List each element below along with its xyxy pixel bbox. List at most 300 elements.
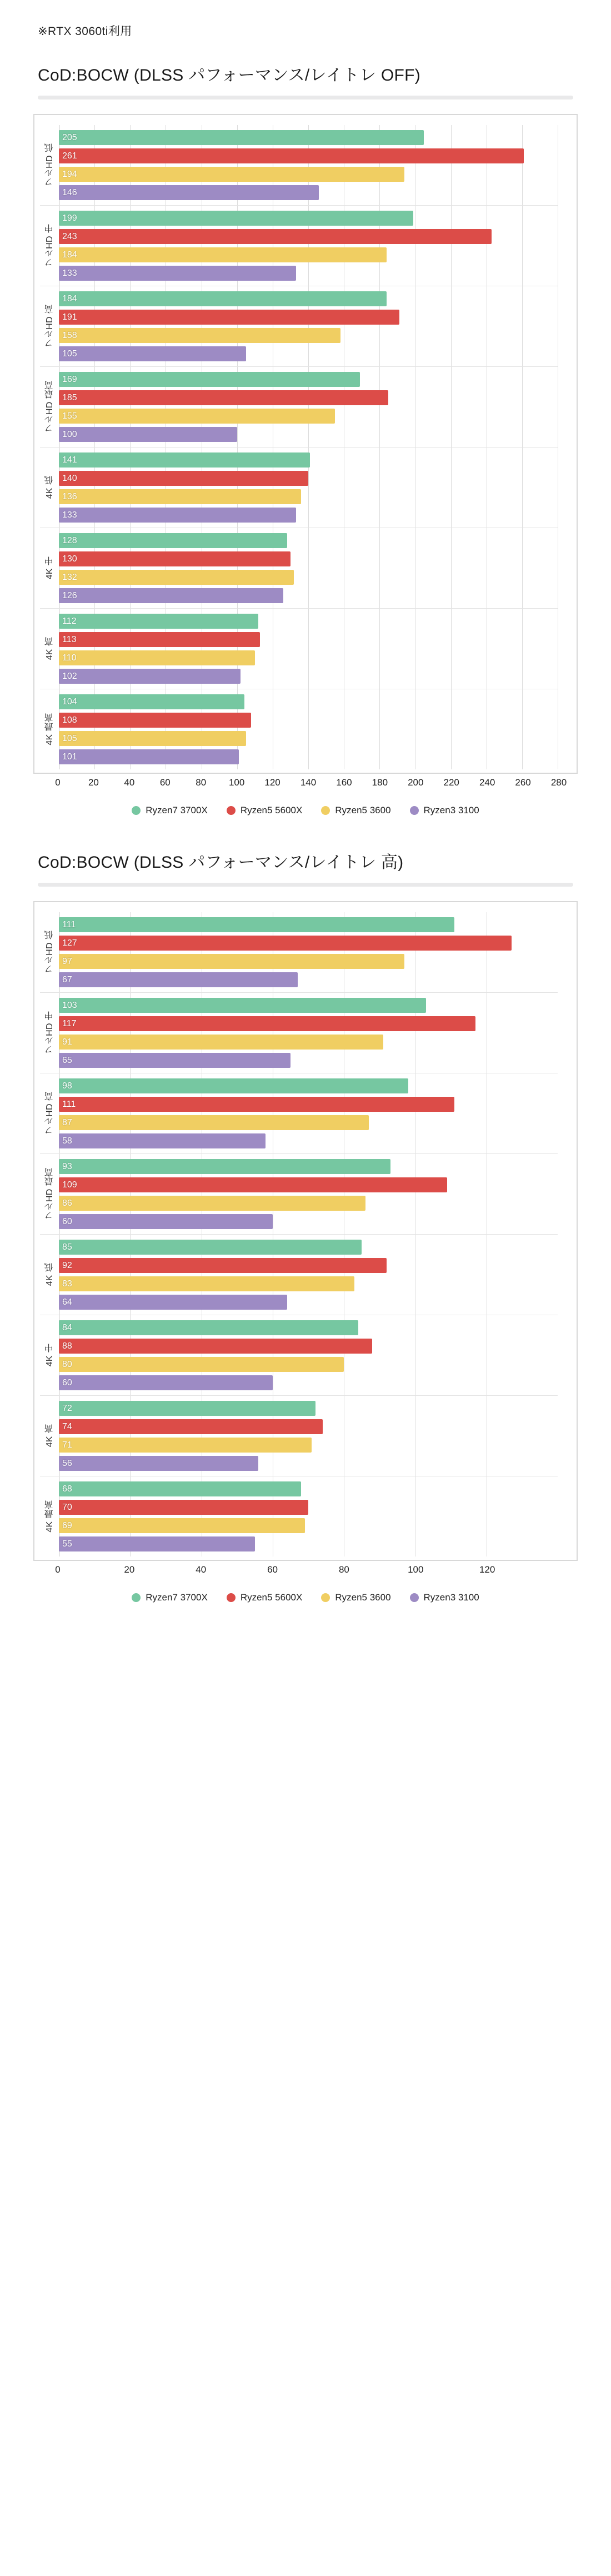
bar-value-label: 112 [62, 616, 77, 626]
bar-row [59, 1177, 558, 1192]
bar [59, 936, 512, 951]
bar-row [59, 1016, 558, 1031]
bar-value-label: 140 [62, 474, 77, 483]
bar [59, 570, 294, 585]
bar-value-label: 109 [62, 1180, 77, 1190]
bar [59, 167, 404, 182]
bar-group [59, 917, 558, 987]
bar-row [59, 998, 558, 1013]
chart-group [40, 1315, 558, 1395]
bar-row [59, 588, 558, 603]
bar-row [59, 211, 558, 226]
bar-value-label: 133 [62, 268, 77, 278]
plot-frame-2 [33, 901, 578, 1561]
bar-row [59, 731, 558, 746]
bar-group [59, 452, 558, 523]
bar-value-label: 194 [62, 170, 77, 179]
bar-value-label: 111 [62, 920, 76, 929]
bar-value-label: 74 [62, 1422, 72, 1431]
category-label: フルHD 中 [44, 224, 54, 267]
bar-value-label: 113 [62, 635, 77, 644]
legend-item[interactable] [321, 805, 390, 816]
legend-item[interactable] [132, 805, 208, 816]
bar [59, 1295, 287, 1310]
chart-title-2: CoD:BOCW (DLSS パフォーマンス/レイトレ 高) [38, 853, 404, 872]
bar-value-label: 69 [62, 1521, 72, 1530]
bar-value-label: 141 [62, 455, 77, 465]
bar-row [59, 1214, 558, 1229]
legend-label: Ryzen5 5600X [240, 805, 303, 815]
bar-group [59, 291, 558, 361]
bar-row [59, 614, 558, 629]
bar-row [59, 1481, 558, 1496]
x-tick-label: 260 [515, 777, 531, 788]
bar-value-label: 80 [62, 1360, 72, 1369]
bar-row [59, 954, 558, 969]
bar-value-label: 128 [62, 536, 77, 545]
bar-value-label: 243 [62, 232, 77, 241]
category-label: フルHD 最高 [44, 1168, 54, 1220]
bar-row [59, 471, 558, 486]
bar [59, 1078, 408, 1093]
x-tick-label: 80 [338, 1564, 349, 1575]
chart-title-1: CoD:BOCW (DLSS パフォーマンス/レイトレ OFF) [38, 66, 421, 84]
x-axis-1 [52, 776, 578, 793]
bar [59, 185, 319, 200]
chart-group [40, 1073, 558, 1153]
title-divider-2 [38, 883, 573, 887]
bar [59, 427, 237, 442]
bar-value-label: 191 [62, 312, 77, 322]
legend-item[interactable] [410, 805, 479, 816]
bar-row [59, 310, 558, 325]
bar [59, 731, 246, 746]
bar [59, 1258, 387, 1273]
bar-row [59, 185, 558, 200]
bar-value-label: 111 [62, 1100, 76, 1109]
bar-row [59, 409, 558, 424]
bar [59, 1320, 358, 1335]
x-tick-label: 20 [124, 1564, 135, 1575]
bar-value-label: 91 [62, 1037, 72, 1047]
bar [59, 1097, 454, 1112]
bar-value-label: 92 [62, 1261, 72, 1270]
bar-value-label: 158 [62, 331, 77, 340]
bar-value-label: 58 [62, 1136, 72, 1146]
chart-group [40, 689, 558, 769]
bar [59, 310, 399, 325]
legend-swatch-icon [227, 1593, 236, 1602]
bar-group [59, 533, 558, 603]
chart-group [40, 1476, 558, 1556]
legend-label: Ryzen5 3600 [335, 805, 391, 815]
bar [59, 390, 388, 405]
legend-item[interactable] [321, 1592, 390, 1603]
bar-row [59, 266, 558, 281]
bar [59, 211, 413, 226]
bar-value-label: 184 [62, 250, 77, 260]
bar-group [59, 1401, 558, 1471]
legend-2 [33, 1592, 578, 1603]
chart-group [40, 912, 558, 992]
bar-group [59, 130, 558, 200]
bar [59, 533, 287, 548]
bar-group [59, 211, 558, 281]
bar-group [59, 998, 558, 1068]
bar [59, 650, 255, 665]
bar [59, 1016, 475, 1031]
bar [59, 266, 296, 281]
chart-group [40, 608, 558, 689]
bar-value-label: 86 [62, 1199, 72, 1208]
bar-value-label: 93 [62, 1162, 72, 1171]
bar-value-label: 117 [62, 1019, 77, 1028]
bar-value-label: 72 [62, 1404, 72, 1413]
chart-group [40, 528, 558, 608]
chart-block-1 [33, 61, 578, 816]
category-label: フルHD 高 [44, 1092, 54, 1135]
bar [59, 917, 454, 932]
x-axis-2 [52, 1563, 578, 1580]
legend-item[interactable] [410, 1592, 479, 1603]
x-tick-label: 40 [196, 1564, 207, 1575]
bar [59, 1240, 362, 1255]
x-tick-label: 80 [196, 777, 207, 788]
legend-label: Ryzen7 3700X [146, 1592, 208, 1603]
bar-value-label: 133 [62, 510, 77, 520]
legend-item[interactable] [132, 1592, 208, 1603]
legend-item[interactable] [227, 1592, 303, 1603]
legend-item[interactable] [227, 805, 303, 816]
x-tick-label: 160 [336, 777, 352, 788]
legend-swatch-icon [321, 1593, 330, 1602]
bar-row [59, 570, 558, 585]
bar-value-label: 136 [62, 492, 77, 501]
bar-value-label: 71 [62, 1440, 72, 1450]
legend-swatch-icon [410, 806, 419, 815]
bar-row [59, 247, 558, 262]
bar [59, 588, 283, 603]
bar-row [59, 1078, 558, 1093]
bar-value-label: 68 [62, 1484, 72, 1494]
bar-row [59, 650, 558, 665]
bar-value-label: 100 [62, 430, 77, 439]
bar-row [59, 713, 558, 728]
bar-value-label: 84 [62, 1323, 72, 1332]
bar [59, 247, 387, 262]
bar [59, 694, 244, 709]
bar-value-label: 205 [62, 133, 77, 142]
bar-value-label: 65 [62, 1056, 72, 1065]
bar [59, 1177, 447, 1192]
bar [59, 130, 424, 145]
chart-group [40, 366, 558, 447]
bar-group [59, 372, 558, 442]
bar-row [59, 1159, 558, 1174]
chart-group [40, 125, 558, 205]
bar-row [59, 1500, 558, 1515]
bar-value-label: 169 [62, 375, 77, 384]
bar-value-label: 261 [62, 151, 77, 161]
bar-row [59, 1357, 558, 1372]
x-tick-label: 200 [408, 777, 424, 788]
x-tick-label: 100 [408, 1564, 424, 1575]
bar-row [59, 669, 558, 684]
bar-value-label: 97 [62, 957, 72, 966]
bar-row [59, 917, 558, 932]
bar [59, 614, 258, 629]
bar [59, 1419, 323, 1434]
chart-group [40, 1153, 558, 1234]
bar [59, 1375, 273, 1390]
bar-row [59, 427, 558, 442]
bar-row [59, 1115, 558, 1130]
bar-row [59, 148, 558, 163]
bar-value-label: 126 [62, 591, 77, 600]
bar [59, 229, 492, 244]
category-label: 4K 中 [44, 1344, 54, 1367]
bar-row [59, 508, 558, 523]
legend-swatch-icon [410, 1593, 419, 1602]
bar-value-label: 85 [62, 1242, 72, 1252]
chart-block-2 [33, 848, 578, 1603]
bar-group [59, 1078, 558, 1148]
bar [59, 372, 360, 387]
bar-value-label: 64 [62, 1297, 72, 1307]
bar [59, 1357, 344, 1372]
bar [59, 1481, 301, 1496]
bar [59, 471, 308, 486]
bar [59, 1133, 266, 1148]
category-label: 4K 最高 [44, 713, 54, 745]
bar-row [59, 1419, 558, 1434]
legend-1 [33, 805, 578, 816]
category-label: フルHD 中 [44, 1011, 54, 1055]
bar-row [59, 1196, 558, 1211]
bar [59, 1276, 354, 1291]
chart-group [40, 1234, 558, 1315]
bar-value-label: 184 [62, 294, 77, 304]
bar-row [59, 1053, 558, 1068]
x-tick-label: 220 [443, 777, 459, 788]
bar-value-label: 104 [62, 697, 77, 707]
bar-value-label: 108 [62, 715, 77, 725]
bar-value-label: 60 [62, 1378, 72, 1388]
bar-value-label: 67 [62, 975, 72, 984]
bar [59, 1536, 255, 1551]
bar-row [59, 749, 558, 764]
bar-value-label: 185 [62, 393, 77, 402]
bar-row [59, 452, 558, 468]
bar [59, 632, 260, 647]
bar-row [59, 551, 558, 566]
bar-row [59, 328, 558, 343]
bar-value-label: 102 [62, 672, 77, 681]
title-divider-1 [38, 96, 573, 100]
chart-group [40, 1395, 558, 1476]
bar-group [59, 1240, 558, 1310]
bar [59, 452, 310, 468]
bar-row [59, 694, 558, 709]
bar [59, 1196, 365, 1211]
plot-frame-1 [33, 114, 578, 774]
bar-row [59, 936, 558, 951]
bar-value-label: 70 [62, 1503, 72, 1512]
bar-row [59, 1097, 558, 1112]
bar [59, 954, 404, 969]
bar-row [59, 972, 558, 987]
bar-value-label: 155 [62, 411, 77, 421]
x-tick-label: 40 [124, 777, 135, 788]
bar [59, 346, 246, 361]
bar-row [59, 167, 558, 182]
bar-value-label: 83 [62, 1279, 72, 1289]
bar [59, 409, 335, 424]
category-label: フルHD 高 [44, 305, 54, 348]
x-tick-label: 0 [55, 777, 61, 788]
bar-value-label: 105 [62, 349, 77, 359]
bar-value-label: 103 [62, 1001, 77, 1010]
bar-value-label: 98 [62, 1081, 72, 1091]
bar [59, 1115, 369, 1130]
bar [59, 489, 301, 504]
page-note: ※RTX 3060ti利用 [38, 25, 132, 38]
bar-value-label: 56 [62, 1459, 72, 1468]
x-tick-label: 0 [55, 1564, 61, 1575]
category-label: 4K 高 [44, 637, 54, 660]
category-label: 4K 中 [44, 556, 54, 580]
bar-group [59, 694, 558, 764]
bar-row [59, 372, 558, 387]
bar-row [59, 291, 558, 306]
bar-row [59, 632, 558, 647]
bar-value-label: 199 [62, 213, 77, 223]
x-tick-label: 180 [372, 777, 388, 788]
bar [59, 713, 251, 728]
bar-row [59, 1438, 558, 1453]
bar-value-label: 146 [62, 188, 77, 197]
bar-value-label: 130 [62, 554, 77, 564]
bar-value-label: 101 [62, 752, 77, 762]
bar [59, 1500, 308, 1515]
bar-group [59, 1159, 558, 1229]
bar [59, 551, 291, 566]
x-tick-label: 120 [264, 777, 281, 788]
legend-swatch-icon [132, 1593, 141, 1602]
x-tick-label: 20 [88, 777, 99, 788]
bar-row [59, 1339, 558, 1354]
chart-rows-2 [40, 912, 558, 1556]
bar [59, 508, 296, 523]
bar [59, 328, 340, 343]
bar [59, 1035, 383, 1050]
bar [59, 972, 298, 987]
bar-value-label: 55 [62, 1539, 72, 1549]
bar [59, 1456, 258, 1471]
bar-value-label: 88 [62, 1341, 72, 1351]
bar-row [59, 1456, 558, 1471]
bar-row [59, 1295, 558, 1310]
bar-row [59, 1276, 558, 1291]
bar-group [59, 1320, 558, 1390]
legend-swatch-icon [227, 806, 236, 815]
bar-row [59, 1258, 558, 1273]
bar [59, 291, 387, 306]
bar-row [59, 346, 558, 361]
category-label: 4K 高 [44, 1424, 54, 1448]
legend-label: Ryzen3 3100 [423, 805, 479, 815]
bar-row [59, 390, 558, 405]
category-label: 4K 最高 [44, 1500, 54, 1533]
legend-label: Ryzen5 3600 [335, 1592, 391, 1603]
bar-row [59, 1401, 558, 1416]
x-tick-label: 120 [479, 1564, 495, 1575]
bar [59, 1339, 372, 1354]
bar-value-label: 127 [62, 938, 77, 948]
legend-label: Ryzen7 3700X [146, 805, 208, 815]
bar-row [59, 1375, 558, 1390]
legend-swatch-icon [132, 806, 141, 815]
bar [59, 1518, 305, 1533]
x-tick-label: 60 [267, 1564, 278, 1575]
category-label: 4K 低 [44, 1263, 54, 1286]
chart-rows-1 [40, 125, 558, 769]
legend-label: Ryzen5 5600X [240, 1592, 303, 1603]
x-tick-label: 240 [479, 777, 495, 788]
bar-value-label: 60 [62, 1217, 72, 1226]
bar-row [59, 1240, 558, 1255]
bar-row [59, 229, 558, 244]
bar [59, 1214, 273, 1229]
bar-row [59, 130, 558, 145]
x-tick-label: 280 [550, 777, 567, 788]
bar-group [59, 614, 558, 684]
bar [59, 749, 239, 764]
bar-row [59, 1536, 558, 1551]
bar [59, 1159, 390, 1174]
chart-group [40, 992, 558, 1073]
category-label: フルHD 低 [44, 931, 54, 974]
chart-group [40, 286, 558, 366]
bar-row [59, 1133, 558, 1148]
bar-value-label: 132 [62, 573, 77, 582]
bar [59, 998, 426, 1013]
bar [59, 1401, 315, 1416]
bar-row [59, 489, 558, 504]
bar-value-label: 105 [62, 734, 77, 743]
x-tick-label: 140 [300, 777, 317, 788]
category-label: フルHD 低 [44, 143, 54, 187]
bar-row [59, 1518, 558, 1533]
bar-value-label: 87 [62, 1118, 72, 1127]
bar-group [59, 1481, 558, 1551]
x-tick-label: 100 [228, 777, 245, 788]
bar [59, 669, 241, 684]
legend-swatch-icon [321, 806, 330, 815]
category-label: 4K 低 [44, 476, 54, 499]
bar-row [59, 1035, 558, 1050]
chart-group [40, 447, 558, 528]
legend-label: Ryzen3 3100 [423, 1592, 479, 1603]
bar [59, 1053, 291, 1068]
bar-row [59, 533, 558, 548]
category-label: フルHD 最高 [44, 381, 54, 433]
bar-value-label: 110 [62, 653, 77, 663]
bar-row [59, 1320, 558, 1335]
chart-group [40, 205, 558, 286]
bar [59, 1438, 312, 1453]
bar [59, 148, 524, 163]
